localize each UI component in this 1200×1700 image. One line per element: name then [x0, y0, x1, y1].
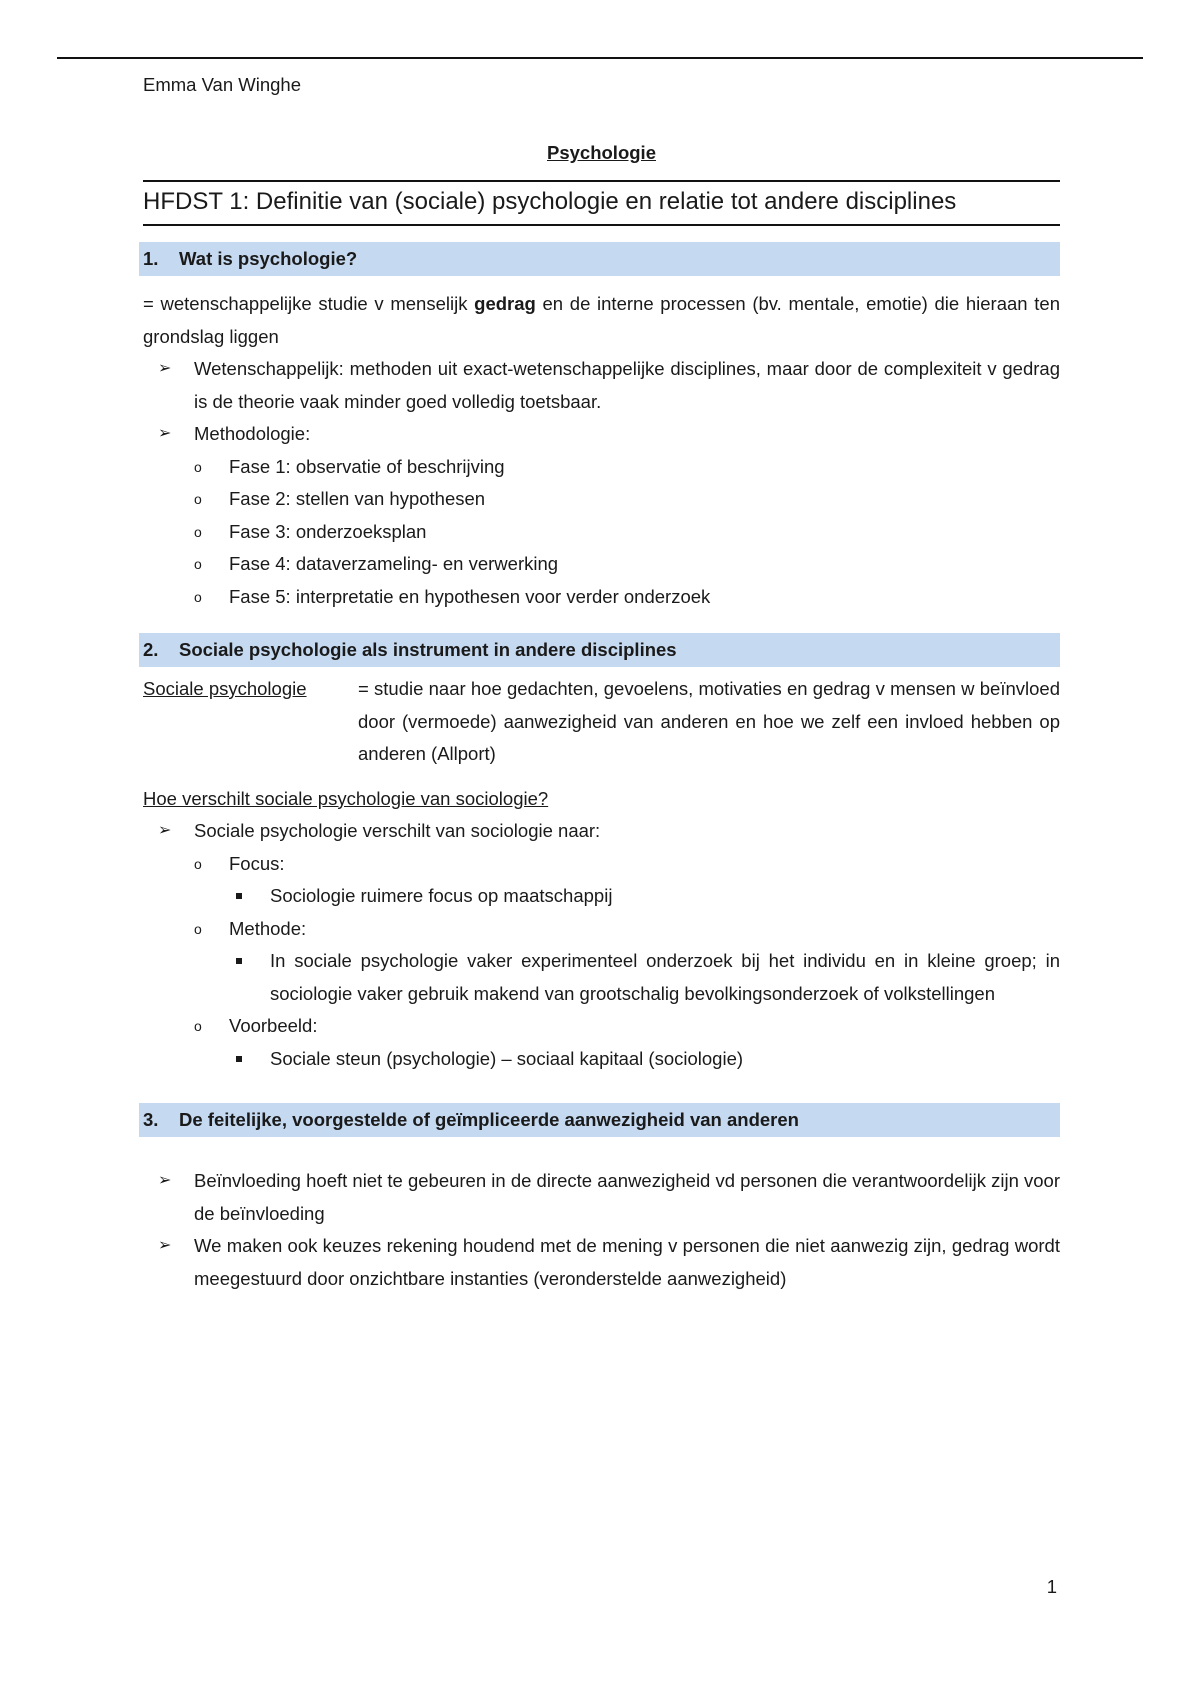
definition-text-end: en de interne processen (bv. mentale, emotie) die hieraan ten grondslag liggen	[143, 293, 1060, 347]
list-item-text: Wetenschappelijk: methoden uit exact-wetenschappelijke disciplines, maar door de complexiteit v gedrag is de theorie vaak minder goed volledig toetsbaar.	[194, 358, 1060, 412]
comparison-detail-list	[229, 880, 1060, 913]
arrow-bullet-icon: ➢	[158, 1172, 172, 1189]
square-bullet-icon	[236, 893, 242, 899]
square-bullet-icon	[236, 958, 242, 964]
comparison-item	[186, 1010, 1060, 1075]
document-title: Psychologie	[547, 142, 656, 163]
section-2-question: Hoe verschilt sociale psychologie van sociologie?	[143, 787, 549, 809]
chapter-heading-text: HFDST 1: Definitie van (sociale) psychologie en relatie tot andere disciplines	[143, 188, 957, 215]
phase-item	[186, 581, 1060, 614]
list-item-text: We maken ook keuzes rekening houdend met de mening v personen die niet aanwezig zijn, gedrag wordt meegestuurd door onzichtbare instanties (veronderstelde aanwezigheid)	[194, 1235, 1060, 1289]
detail-text: Sociologie ruimere focus op maatschappij	[270, 885, 613, 906]
list-item	[143, 1230, 1060, 1295]
detail-text: Sociale steun (psychologie) – sociaal kapitaal (sociologie)	[270, 1047, 744, 1069]
comparison-detail-list	[229, 1043, 1060, 1076]
detail-item	[228, 1043, 1060, 1076]
comparison-item	[186, 913, 1060, 1011]
detail-item	[228, 945, 1060, 1010]
comparison-label: Methode:	[229, 917, 307, 939]
list-item-text: Beïnvloeding hoeft niet te gebeuren in de directe aanwezigheid vd personen die verantwoordelijk zijn voor de beïnvloeding	[194, 1170, 1060, 1224]
comparison-label: Focus:	[229, 852, 285, 874]
circle-bullet-icon: o	[194, 458, 202, 475]
definition-row	[143, 673, 1060, 771]
list-item	[143, 353, 1060, 418]
comparison-label: Voorbeeld:	[229, 1015, 318, 1036]
section-1-number: 1.	[143, 248, 159, 269]
circle-bullet-icon: o	[194, 920, 202, 937]
comparison-list	[194, 848, 1060, 1076]
section-3-title: De feitelijke, voorgestelde of geïmpliceerde aanwezigheid van anderen	[179, 1109, 799, 1130]
arrow-bullet-icon: ➢	[158, 822, 172, 839]
arrow-bullet-icon: ➢	[158, 1237, 172, 1254]
page-content	[143, 68, 1060, 1295]
square-bullet-icon	[236, 1056, 242, 1062]
section-2-title: Sociale psychologie als instrument in andere disciplines	[179, 639, 677, 660]
arrow-bullet-icon: ➢	[158, 425, 172, 442]
circle-bullet-icon: o	[194, 588, 202, 605]
section-1-list	[143, 353, 1060, 613]
chapter-heading	[143, 180, 1060, 226]
phase-text: Fase 2: stellen van hypothesen	[229, 488, 486, 509]
section-2-heading	[139, 633, 1060, 667]
section-3-list	[143, 1165, 1060, 1295]
list-item	[143, 1165, 1060, 1230]
section-3-number: 3.	[143, 1109, 159, 1130]
section-1-definition	[143, 288, 1060, 353]
definition-body: = studie naar hoe gedachten, gevoelens, motivaties en gedrag v mensen w beïnvloed door (vermoede) aanwezigheid van anderen en hoe we zelf een invloed hebben op anderen (Allport)	[358, 678, 1060, 764]
page-number: 1	[1046, 1576, 1057, 1597]
phase-item	[186, 516, 1060, 549]
phase-list	[194, 451, 1060, 614]
arrow-bullet-icon: ➢	[158, 360, 172, 377]
phase-text: Fase 4: dataverzameling- en verwerking	[229, 553, 559, 574]
phase-item	[186, 451, 1060, 484]
list-item-text: Methodologie:	[194, 423, 311, 444]
circle-bullet-icon: o	[194, 1018, 202, 1034]
section-2-number: 2.	[143, 639, 159, 660]
circle-bullet-icon: o	[194, 491, 202, 507]
phase-text: Fase 5: interpretatie en hypothesen voor verder onderzoek	[229, 585, 711, 607]
comparison-item	[186, 848, 1060, 913]
section-3-heading	[139, 1103, 1060, 1137]
comparison-detail-list	[229, 945, 1060, 1010]
list-item	[143, 418, 1060, 613]
section-1-heading	[139, 242, 1060, 276]
section-2-list	[143, 815, 1060, 1075]
top-rule	[57, 57, 1143, 59]
phase-item	[186, 483, 1060, 516]
phase-text: Fase 3: onderzoeksplan	[229, 520, 427, 542]
section-1-title: Wat is psychologie?	[179, 248, 358, 269]
phase-item	[186, 548, 1060, 581]
definition-bold-term: gedrag	[474, 293, 536, 314]
list-item-text: Sociale psychologie verschilt van sociologie naar:	[194, 820, 601, 841]
circle-bullet-icon: o	[194, 556, 202, 572]
list-item	[143, 815, 1060, 1075]
author-name: Emma Van Winghe	[143, 74, 301, 95]
definition-term: Sociale psychologie	[143, 678, 307, 699]
circle-bullet-icon: o	[194, 523, 202, 540]
detail-text: In sociale psychologie vaker experimenteel onderzoek bij het individu en in kleine groep; in sociologie vaker gebruik makend van grootschalig bevolkingsonderzoek of volkstellingen	[270, 950, 1060, 1004]
phase-text: Fase 1: observatie of beschrijving	[229, 455, 505, 477]
definition-text-start: = wetenschappelijke studie v menselijk	[143, 293, 475, 314]
detail-item	[228, 880, 1060, 913]
circle-bullet-icon: o	[194, 855, 202, 872]
